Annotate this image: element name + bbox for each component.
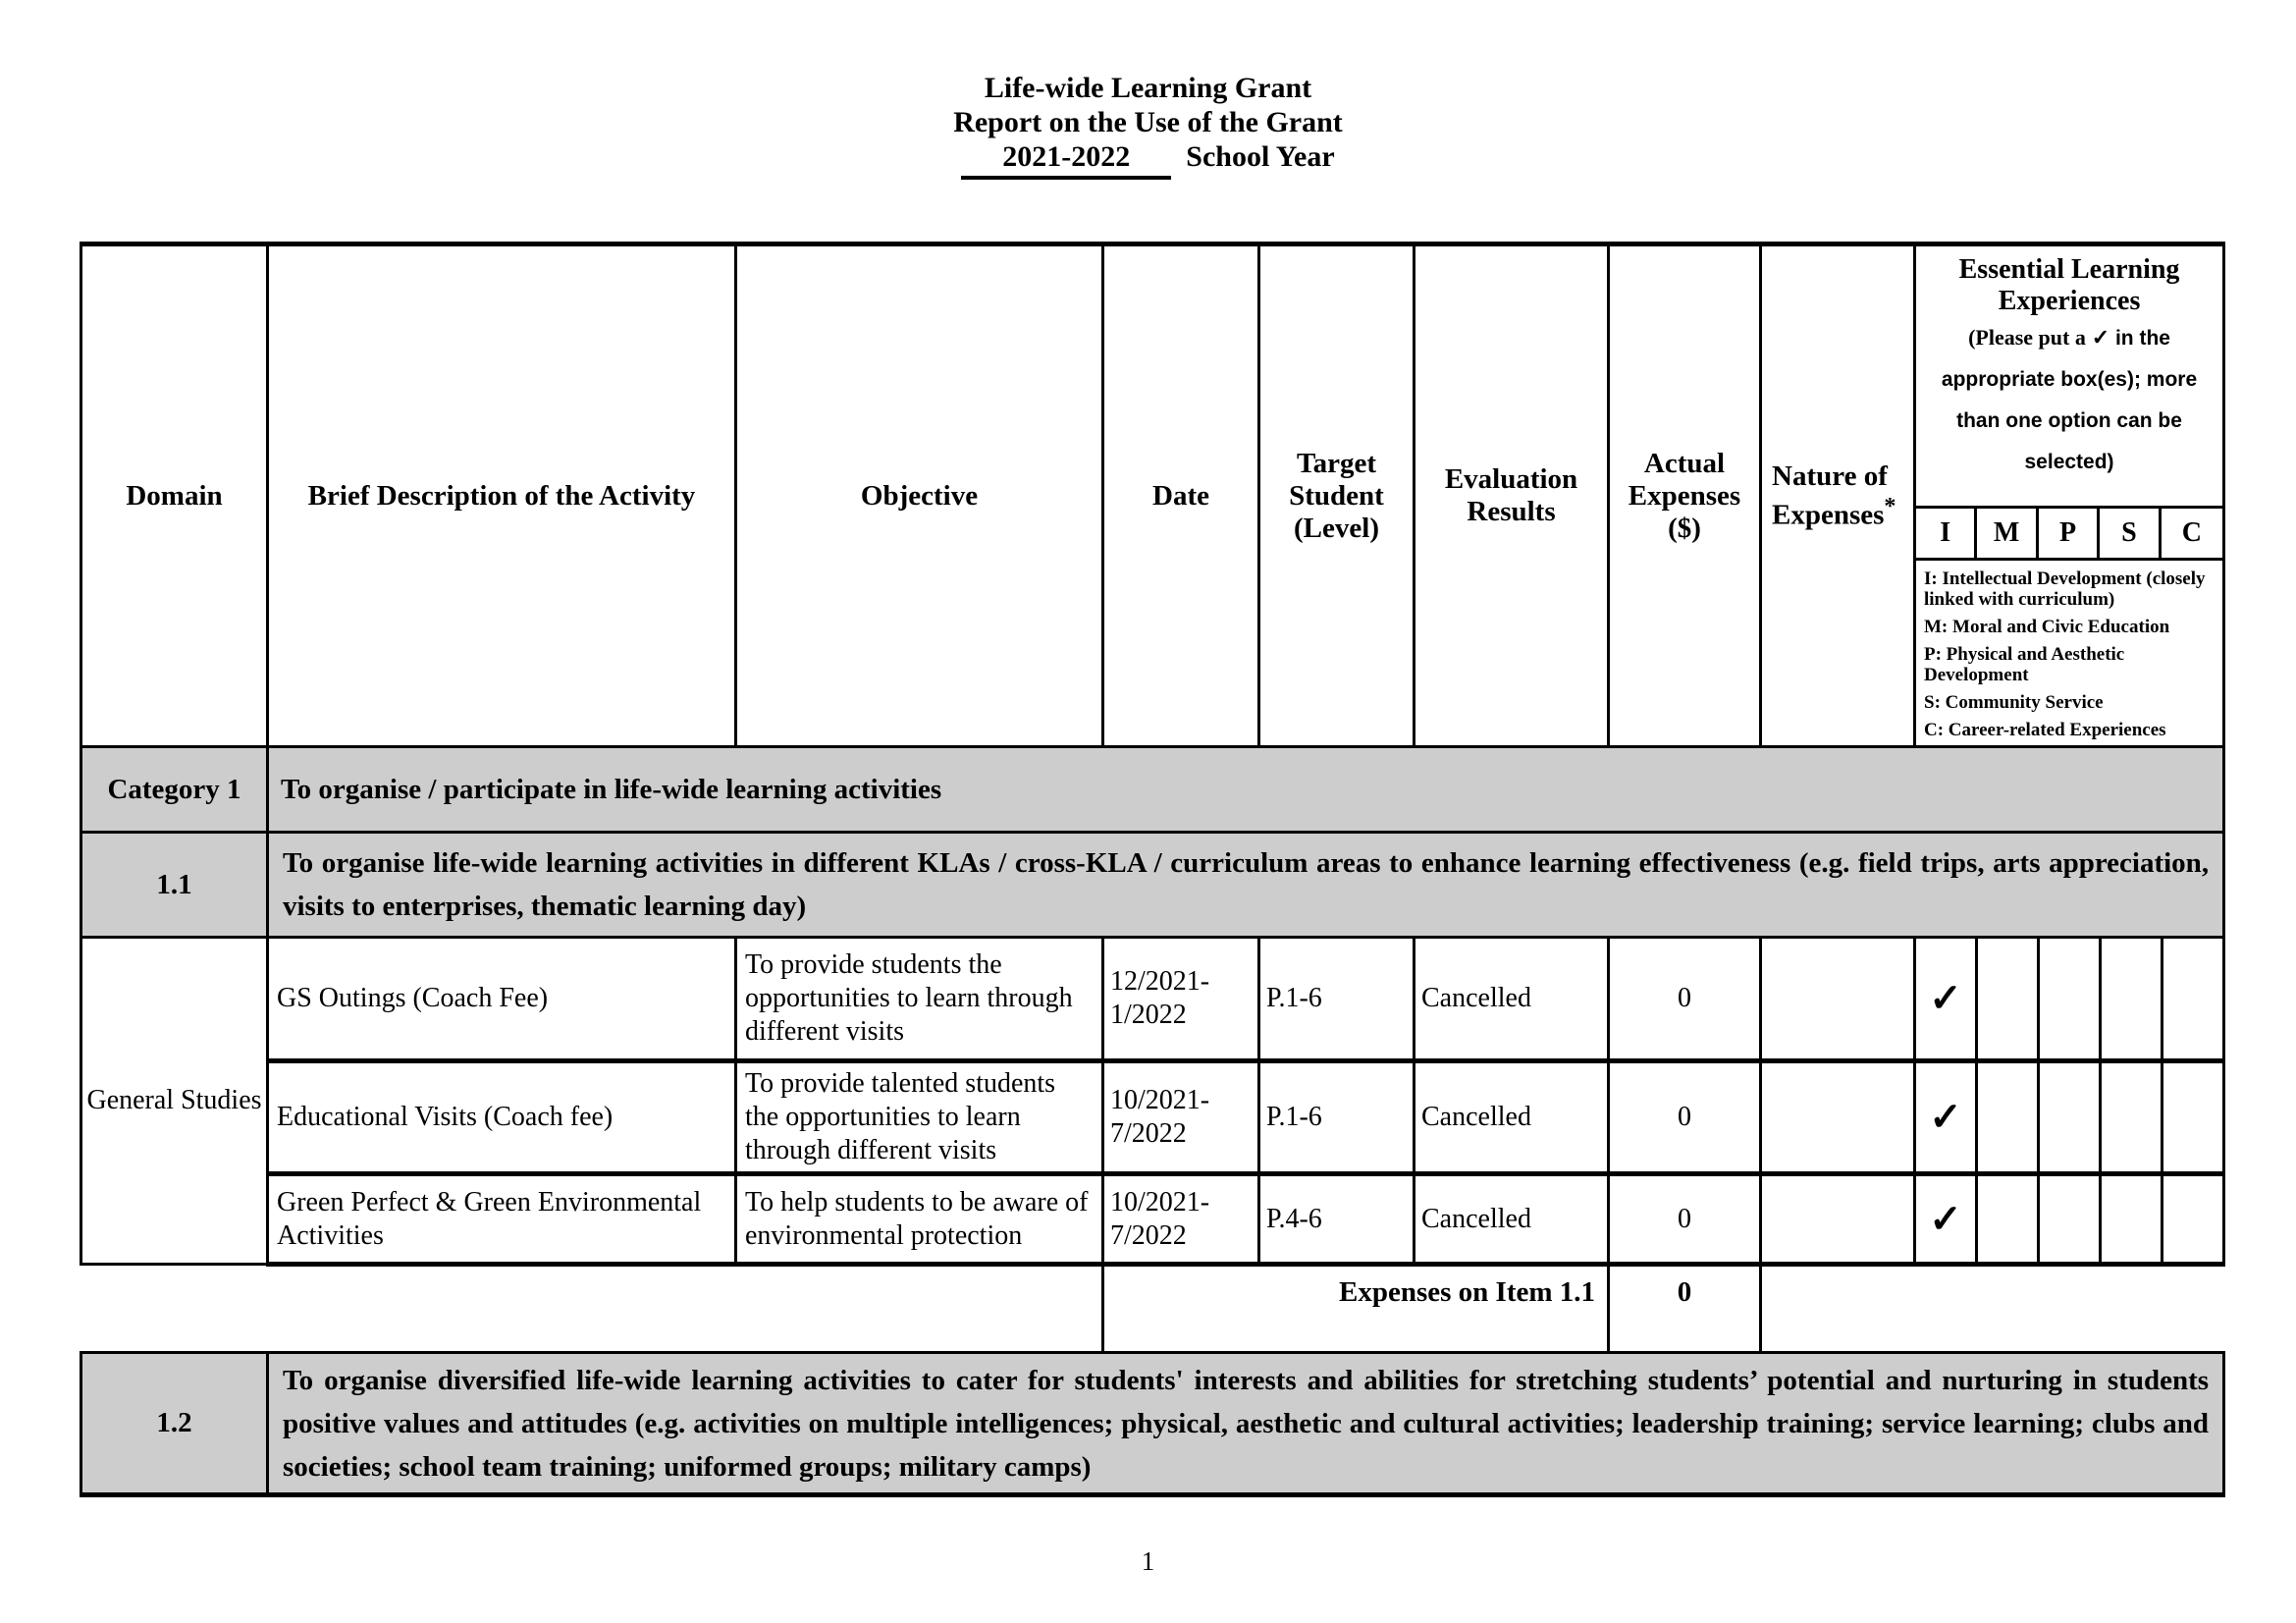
ele-legend xyxy=(1916,561,2222,747)
ele-column-M: M xyxy=(1977,509,2038,558)
activity-row xyxy=(81,1174,2224,1265)
ele-check-cell-I: ✓ xyxy=(1915,1061,1977,1174)
checkmark-icon: ✓ xyxy=(2091,325,2110,350)
activity-objective: To provide talented students the opportunities to learn through different visits xyxy=(736,1061,1103,1174)
activity-nature xyxy=(1761,1061,1915,1174)
title-block xyxy=(0,71,2296,180)
ele-note-line1: (Please put a ✓ in the xyxy=(1968,325,2170,350)
ele-check-cell-I: ✓ xyxy=(1915,938,1977,1061)
item-1-2-label: 1.2 xyxy=(81,1353,268,1495)
page-number: 1 xyxy=(1141,1546,1155,1576)
activity-expenses: 0 xyxy=(1609,1061,1761,1174)
activity-date: 10/2021-7/2022 xyxy=(1103,1174,1259,1265)
ele-check-cell-P xyxy=(2039,1061,2101,1174)
activity-description: Educational Visits (Coach fee) xyxy=(268,1061,736,1174)
ele-check-cell-S xyxy=(2101,1174,2163,1265)
item-1-1-text: To organise life-wide learning activities in different KLAs / cross-KLA / curriculum areas to enhance learning effectiveness (e.g. field trips, arts appreciation, visits to enterprises, thematic learning day) xyxy=(268,833,2224,938)
activity-description: GS Outings (Coach Fee) xyxy=(268,938,736,1061)
expenses-item-label: Expenses on Item 1.1 xyxy=(1103,1265,1609,1353)
legend-item: S: Community Service xyxy=(1924,692,2104,713)
header-target-student: Target Student (Level) xyxy=(1259,244,1415,747)
header-description: Brief Description of the Activity xyxy=(268,244,736,747)
item-1-2-row xyxy=(81,1353,2224,1495)
empty-cell xyxy=(81,1265,1103,1353)
domain-value-cell: General Studies xyxy=(81,938,268,1265)
header-actual-expenses: Actual Expenses ($) xyxy=(1609,244,1761,747)
report-table xyxy=(80,242,2225,1497)
legend-item: I: Intellectual Development (closely linked with curriculum) xyxy=(1924,568,2206,610)
ele-note-line2: appropriate box(es); more xyxy=(1941,368,2198,391)
activity-objective: To help students to be aware of environmental protection xyxy=(736,1174,1103,1265)
legend-item: P: Physical and Aesthetic Development xyxy=(1924,644,2125,685)
title-line2: Report on the Use of the Grant xyxy=(953,106,1343,138)
ele-column-C: C xyxy=(2181,517,2202,548)
category1-label: Category 1 xyxy=(81,747,268,833)
title-year-line xyxy=(0,139,2296,180)
expenses-item-value: 0 xyxy=(1609,1265,1761,1353)
activity-evaluation: Cancelled xyxy=(1415,938,1609,1061)
ele-note-line4: selected) xyxy=(2024,451,2114,473)
ele-check-cell-S xyxy=(2101,1061,2163,1174)
ele-check-cell-P xyxy=(2039,1174,2101,1265)
activity-row xyxy=(81,938,2224,1061)
ele-title: Essential Learning Experiences xyxy=(1958,254,2180,316)
activity-date: 10/2021-7/2022 xyxy=(1103,1061,1259,1174)
legend-item: M: Moral and Civic Education xyxy=(1924,617,2170,637)
header-date: Date xyxy=(1103,244,1259,747)
item-1-2-text: To organise diversified life-wide learning activities to cater for students' interests and abilities for stretching students’ potential and nurturing in students positive values and attitudes (e.g. activities on multiple intelligences; physical, aesthetic and cultural activities; leadership training; service learning; clubs and societies; school team training; uniformed groups; military camps) xyxy=(268,1353,2224,1495)
item-1-1-row xyxy=(81,833,2224,938)
ele-column-S: S xyxy=(2100,509,2161,558)
activity-description: Green Perfect & Green Environmental Activities xyxy=(268,1174,736,1265)
school-year-label: School Year xyxy=(1186,140,1335,173)
header-essential-learning xyxy=(1915,244,2224,747)
empty-cell xyxy=(1761,1265,2224,1353)
expenses-summary-row xyxy=(81,1265,2224,1353)
activity-nature xyxy=(1761,1174,1915,1265)
ele-check-cell-C xyxy=(2163,1174,2224,1265)
activity-objective: To provide students the opportunities to learn through different visits xyxy=(736,938,1103,1061)
header-objective: Objective xyxy=(736,244,1103,747)
ele-column-letters xyxy=(1916,506,2222,561)
title-line1: Life-wide Learning Grant xyxy=(984,72,1312,104)
ele-column-I: I xyxy=(1916,509,1977,558)
activity-target: P.4-6 xyxy=(1259,1174,1415,1265)
nature-asterisk: * xyxy=(1884,492,1896,519)
activity-nature xyxy=(1761,938,1915,1061)
ele-check-cell-S xyxy=(2101,938,2163,1061)
ele-column-P: P xyxy=(2039,509,2100,558)
activity-expenses: 0 xyxy=(1609,938,1761,1061)
legend-item: C: Career-related Experiences xyxy=(1924,720,2166,740)
ele-check-cell-M xyxy=(1977,1061,2039,1174)
activity-target: P.1-6 xyxy=(1259,1061,1415,1174)
header-evaluation: Evaluation Results xyxy=(1415,244,1609,747)
activity-evaluation: Cancelled xyxy=(1415,1174,1609,1265)
header-row xyxy=(81,244,2224,747)
ele-check-cell-M xyxy=(1977,938,2039,1061)
activity-row xyxy=(81,1061,2224,1174)
ele-check-cell-C xyxy=(2163,938,2224,1061)
item-1-1-label: 1.1 xyxy=(81,833,268,938)
category1-row xyxy=(81,747,2224,833)
ele-header-text xyxy=(1916,246,2222,506)
activity-target: P.1-6 xyxy=(1259,938,1415,1061)
ele-check-cell-I: ✓ xyxy=(1915,1174,1977,1265)
header-nature-of-expenses: Nature of Expenses* xyxy=(1761,244,1915,747)
ele-check-cell-C xyxy=(2163,1061,2224,1174)
activity-expenses: 0 xyxy=(1609,1174,1761,1265)
ele-check-cell-M xyxy=(1977,1174,2039,1265)
category1-text: To organise / participate in life-wide learning activities xyxy=(268,747,2224,833)
activity-evaluation: Cancelled xyxy=(1415,1061,1609,1174)
header-domain: Domain xyxy=(81,244,268,747)
school-year-underlined: 2021-2022 xyxy=(961,139,1171,180)
ele-note-line3: than one option can be xyxy=(1956,409,2182,432)
ele-check-cell-P xyxy=(2039,938,2101,1061)
activity-date: 12/2021-1/2022 xyxy=(1103,938,1259,1061)
